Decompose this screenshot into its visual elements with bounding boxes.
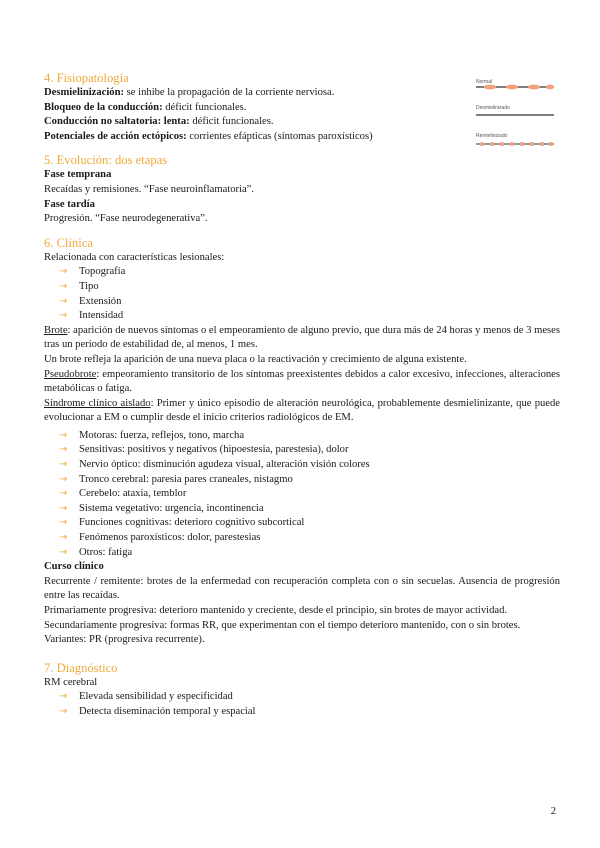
arrow-right-icon: → (59, 705, 68, 717)
paragraph: Un brote refleja la aparición de una nueva placa o la reactivación y crecimiento de alguna existente. (44, 353, 467, 365)
figure-label-demyelinated: Desmielinizado (476, 105, 510, 111)
list-item (59, 705, 560, 720)
definition-term: Bloqueo de la conducción: (44, 101, 163, 113)
figure-label-remyelinated: Remielinizado (476, 133, 508, 139)
definition-text: corrientes efápticas (síntomas paroxísticos) (186, 130, 373, 142)
definition-text: : empeoramiento transitorio de los síntomas preexistentes debidos a calor excesivo, infecciones, alteraciones metabólicas o fatiga. (44, 368, 560, 395)
paragraph: Progresión. “Fase neurodegenerativa”. (44, 213, 208, 225)
symptom-list (59, 429, 560, 560)
arrow-right-icon: → (59, 473, 68, 485)
arrow-right-icon: → (59, 691, 68, 703)
arrow-right-icon: → (59, 280, 68, 292)
page-number: 2 (550, 806, 556, 817)
underlined-term: Brote (44, 324, 68, 336)
paragraph: Relacionada con características lesionales: (44, 251, 225, 263)
subheading-text: Fase temprana (44, 169, 112, 181)
figure-label-normal: Normal (476, 79, 493, 85)
section-title: 4. Fisiopatología (44, 71, 129, 85)
arrow-right-icon: → (59, 266, 68, 278)
paragraph: Primariamente progresiva: deterioro mantenido y creciente, desde el principio, sin brotes de mayor actividad. (44, 605, 508, 616)
arrow-right-icon: → (59, 532, 68, 544)
list-item-text: Sensitivas: positivos y negativos (hipoestesia, parestesia), dolor (79, 444, 349, 456)
section-fisiopatologia (44, 70, 560, 144)
list-item (59, 309, 560, 324)
definition-term: Conducción no saltatoria: lenta: (44, 116, 190, 128)
list-item (59, 690, 560, 705)
section-diagnostico (44, 660, 560, 720)
paragraph: RM cerebral (44, 676, 98, 688)
section-evolucion (44, 152, 560, 226)
arrow-right-icon: → (59, 295, 68, 307)
definition-text: déficit funcionales. (162, 101, 247, 113)
list-item (59, 280, 560, 295)
subheading-text: Curso clínico (44, 561, 104, 573)
definition-text: : aparición de nuevos síntomas o el empeoramiento de alguno previo, que dura más de 24 horas y menos de 3 meses tras un periodo de estabilidad de, al menos, 1 mes. (44, 324, 560, 351)
list-item-text: Cerebelo: ataxia, temblor (79, 488, 187, 500)
list-item-text: Sistema vegetativo: urgencia, incontinencia (79, 502, 264, 514)
arrow-right-icon: → (59, 444, 68, 456)
list-item-text: Topografía (79, 266, 126, 278)
definition-line (44, 115, 560, 130)
definition-term: Desmielinización: (44, 87, 125, 98)
list-item (59, 429, 560, 444)
list-item (59, 487, 560, 502)
arrow-right-icon: → (59, 502, 68, 514)
list-item-text: Tipo (79, 280, 99, 292)
list-item (59, 531, 560, 546)
list-item-text: Elevada sensibilidad y especificidad (79, 691, 233, 703)
subheading (44, 168, 560, 183)
list-item (59, 295, 560, 310)
list-item-text: Intensidad (79, 310, 124, 322)
list-item-text: Otros: fatiga (79, 546, 133, 558)
list-item-text: Fenómenos paroxísticos: dolor, parestesias (79, 532, 261, 544)
paragraph-pseudobrote (44, 368, 560, 397)
paragraph: Recurrente / remitente: brotes de la enfermedad con recuperación completa con o sin secuelas. Ausencia de progresión entre las recaídas. (44, 575, 560, 602)
list-item (59, 516, 560, 531)
section-title: 7. Diagnóstico (44, 660, 118, 675)
section-clinica (44, 235, 560, 648)
arrow-right-icon: → (59, 459, 68, 471)
arrow-right-icon: → (59, 488, 68, 500)
list-item-text: Detecta diseminación temporal y espacial (79, 705, 256, 717)
document-body (44, 70, 560, 720)
list-item-text: Extensión (79, 295, 122, 307)
paragraph: Variantes: PR (progresiva recurrente). (44, 634, 205, 646)
list-item (59, 502, 560, 517)
list-item-text: Motoras: fuerza, reflejos, tono, marcha (79, 429, 245, 441)
section-title: 6. Clínica (44, 235, 93, 250)
definition-line (44, 130, 560, 145)
lesion-list (59, 265, 560, 323)
subheading-text: Fase tardía (44, 198, 95, 210)
paragraph-sca (44, 397, 560, 426)
list-item-text: Funciones cognitivas: deterioro cognitivo subcortical (79, 517, 305, 529)
arrow-right-icon: → (59, 517, 68, 529)
arrow-right-icon: → (59, 310, 68, 322)
definition-line (44, 86, 560, 101)
list-item (59, 458, 560, 473)
underlined-term: Síndrome clínico aislado (44, 397, 151, 409)
list-item (59, 473, 560, 488)
paragraph: Secundariamente progresiva: formas RR, que experimentan con el tiempo deterioro mantenido, con o sin brotes. (44, 619, 521, 631)
subheading (44, 198, 560, 213)
section-title: 5. Evolución: dos etapas (44, 153, 168, 168)
definition-text: déficit funcionales. (189, 116, 274, 128)
underlined-term: Pseudobrote (44, 368, 97, 380)
paragraph-brote (44, 324, 560, 353)
list-item-text: Nervio óptico: disminución agudeza visual, alteración visión colores (79, 459, 370, 471)
list-item (59, 546, 560, 561)
definition-text: : Primer y único episodio de alteración neurológica, probablemente desmielinizante, que puede evolucionar a EM o cumplir desde el inicio criterios radiológicos de EM. (44, 397, 561, 424)
definition-line (44, 101, 560, 116)
list-item (59, 265, 560, 280)
arrow-right-icon: → (59, 546, 68, 558)
subheading (44, 560, 560, 575)
arrow-right-icon: → (59, 429, 68, 441)
definition-term: Potenciales de acción ectópicos: (44, 130, 187, 142)
diagnostic-list (59, 690, 560, 719)
list-item (59, 443, 560, 458)
list-item-text: Tronco cerebral: paresia pares craneales, nistagmo (79, 473, 293, 485)
paragraph: Recaídas y remisiones. “Fase neuroinflamatoria”. (44, 183, 255, 195)
definition-text: se inhibe la propagación de la corriente nerviosa. (124, 87, 335, 98)
